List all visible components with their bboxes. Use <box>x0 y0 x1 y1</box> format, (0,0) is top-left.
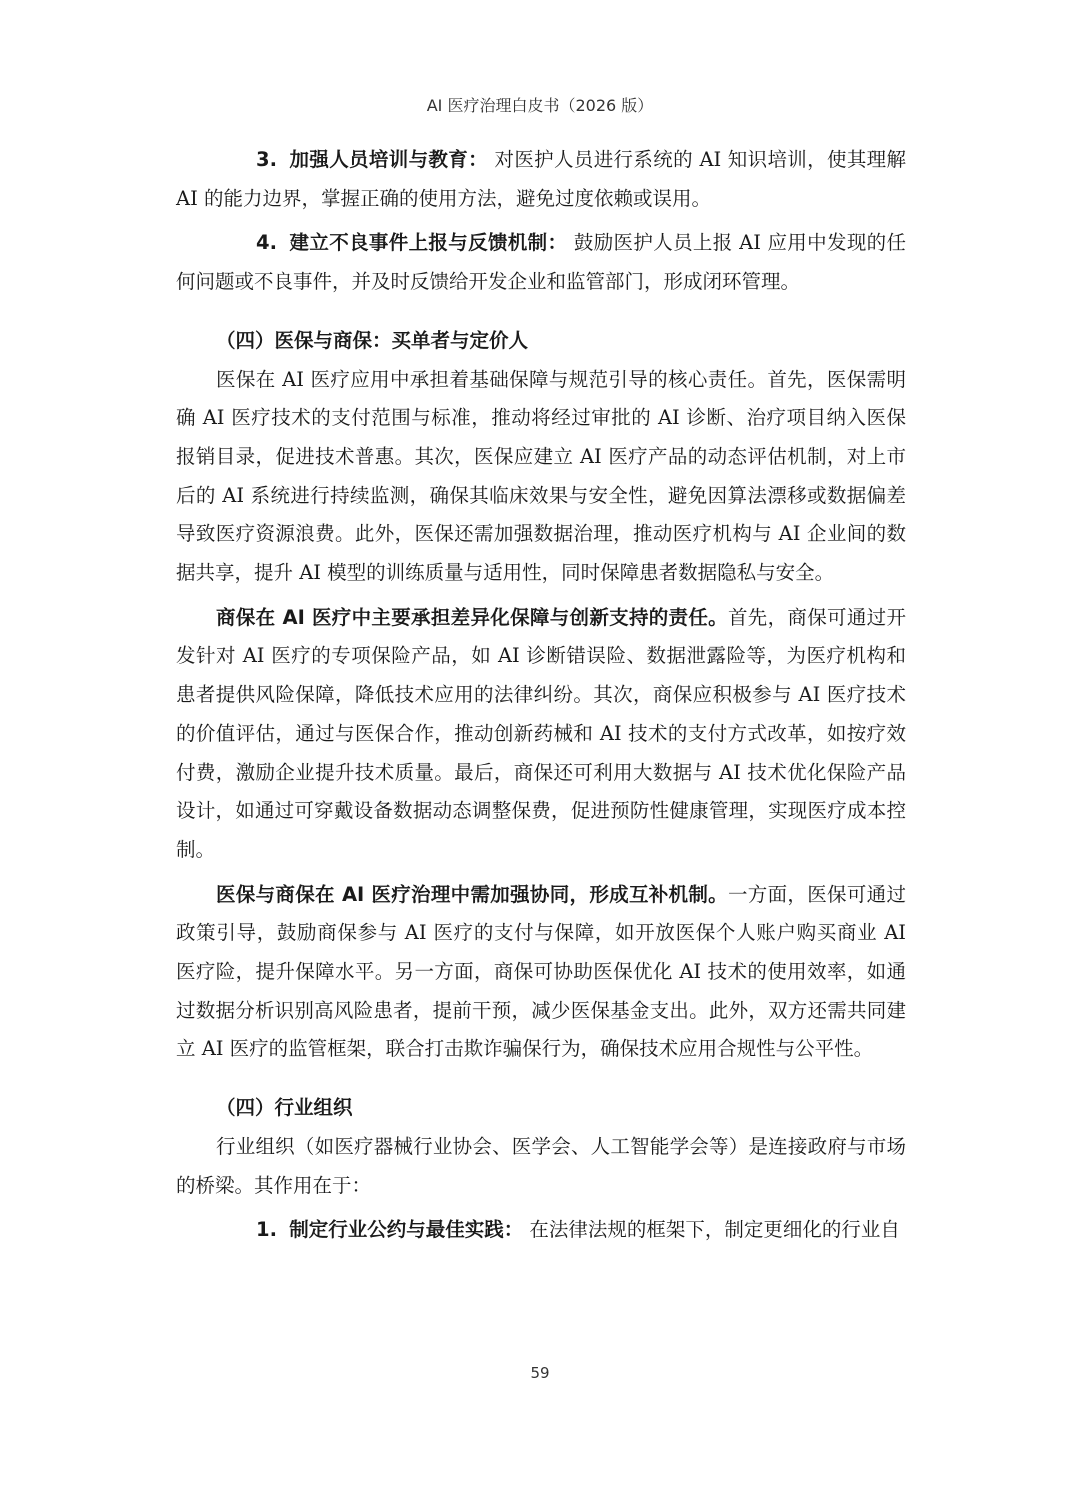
item-text: 鼓励医护人员上报 AI 应用中发现的任何问题或不良事件，并及时反馈给开发企业和监管部门，形成闭环管理。 <box>176 231 906 294</box>
item-text: 对医护人员进行系统的 AI 知识培训，使其理解 AI 的能力边界，掌握正确的使用方法，避免过度依赖或误用。 <box>176 148 906 210</box>
page-body <box>176 141 906 1256</box>
item-title: 加强人员培训与教育： <box>289 148 488 171</box>
section-heading-insurance: （四）医保与商保：买单者与定价人 <box>216 328 529 352</box>
paragraph-text: 一方面，医保可通过政策引导，鼓励商保参与 AI 医疗的支付与保障，如开放医保个人账户购买商业 AI 医疗险，提升保障水平。另一方面，商保可协助医保优化 AI 技术的使用效率，如通过数据分析识别高风险患者，提前干预，减少医保基金支出。此外，双方还需共同建立 AI 医疗的监管框架，联合打击欺诈骗保行为，确保技术应用合规性与公平性。 <box>176 882 906 1061</box>
paragraph-commercial-insurance <box>176 599 906 870</box>
paragraph-medical-insurance <box>176 361 906 593</box>
item-number: 4. <box>256 231 277 255</box>
page-number: 59 <box>530 1364 550 1382</box>
list-item-1 <box>176 1211 906 1250</box>
paragraph-industry-intro: 行业组织（如医疗器械行业协会、医学会、人工智能学会等）是连接政府与市场的桥梁。其作用在于： <box>176 1134 906 1197</box>
item-title: 制定行业公约与最佳实践： <box>289 1218 524 1242</box>
section-heading-industry: （四）行业组织 <box>216 1096 353 1120</box>
paragraph-collaboration <box>176 876 906 1070</box>
paragraph-text: 首先，商保可通过开发针对 AI 医疗的专项保险产品，如 AI 诊断错误险、数据泄露险等，为医疗机构和患者提供风险保障，降低技术应用的法律纠纷。其次，商保应积极参与 AI 医疗技术的价值评估，通过与医保合作，推动创新药械和 AI 技术的支付方式改革，如按疗效付费，激励企业提升技术质量。最后，商保还可利用大数据与 AI 技术优化保险产品设计，如通过可穿戴设备数据动态调整保费，促进预防性健康管理，实现医疗成本控制。 <box>176 605 906 861</box>
list-item-3 <box>176 141 906 218</box>
paragraph-lead: 商保在 AI 医疗中主要承担差异化保障与创新支持的责任。 <box>216 605 728 629</box>
item-number: 1. <box>256 1218 277 1242</box>
list-item-4 <box>176 224 906 301</box>
paragraph-lead: 医保与商保在 AI 医疗治理中需加强协同，形成互补机制。 <box>216 882 728 906</box>
paragraph-text: 医保在 AI 医疗应用中承担着基础保障与规范引导的核心责任。首先，医保需明确 AI 医疗技术的支付范围与标准，推动将经过审批的 AI 诊断、治疗项目纳入医保报销目录，促进技术普惠。其次，医保应建立 AI 医疗产品的动态评估机制，对上市后的 AI 系统进行持续监测，确保其临床效果与安全性，避免因算法漂移或数据偏差导致医疗资源浪费。此外，医保还需加强数据治理，推动医疗机构与 AI 企业间的数据共享，提升 AI 模型的训练质量与适用性，同时保障患者数据隐私与安全。 <box>176 367 906 585</box>
item-number: 3. <box>256 148 277 171</box>
item-text: 在法律法规的框架下，制定更细化的行业自 <box>529 1218 900 1242</box>
item-title: 建立不良事件上报与反馈机制： <box>289 231 568 255</box>
running-header: AI 医疗治理白皮书（2026 版） <box>426 96 654 115</box>
